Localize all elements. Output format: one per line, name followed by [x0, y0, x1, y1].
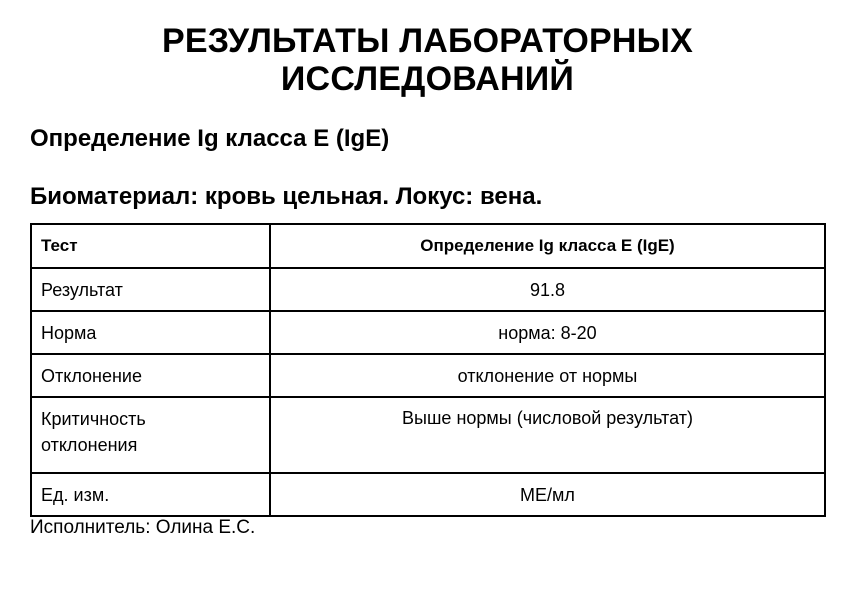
row-value-deviation: отклонение от нормы: [270, 354, 825, 397]
results-table: [30, 223, 826, 517]
header-test-name: Определение Ig класса E (IgE): [270, 224, 825, 268]
page-title-line-1: РЕЗУЛЬТАТЫ ЛАБОРАТОРНЫХ: [161, 22, 694, 60]
table-row-norm: [31, 311, 825, 354]
executor-line: Исполнитель: Олина Е.С.: [30, 517, 256, 538]
row-label-criticality-line-2: отклонения: [41, 435, 138, 455]
row-value-units: МЕ/мл: [270, 473, 825, 516]
table-header-row: [31, 224, 825, 268]
row-value-norm: норма: 8-20: [270, 311, 825, 354]
table-row-units: [31, 473, 825, 516]
table-row-criticality: [31, 397, 825, 473]
row-label-criticality: [31, 397, 270, 473]
row-label-result: Результат: [31, 268, 270, 311]
row-value-result: 91.8: [270, 268, 825, 311]
table-row-result: [31, 268, 825, 311]
table-row-deviation: [31, 354, 825, 397]
test-name-heading: Определение Ig класса E (IgE): [30, 125, 390, 152]
row-value-criticality: Выше нормы (числовой результат): [270, 397, 825, 473]
page-title-line-2: ИССЛЕДОВАНИЙ: [280, 60, 575, 98]
row-label-units: Ед. изм.: [31, 473, 270, 516]
row-label-deviation: Отклонение: [31, 354, 270, 397]
row-label-criticality-line-1: Критичность: [41, 409, 146, 429]
row-label-norm: Норма: [31, 311, 270, 354]
header-test-label: Тест: [31, 224, 270, 268]
biomaterial-heading: Биоматериал: кровь цельная. Локус: вена.: [30, 183, 543, 210]
page-title: [0, 22, 855, 98]
